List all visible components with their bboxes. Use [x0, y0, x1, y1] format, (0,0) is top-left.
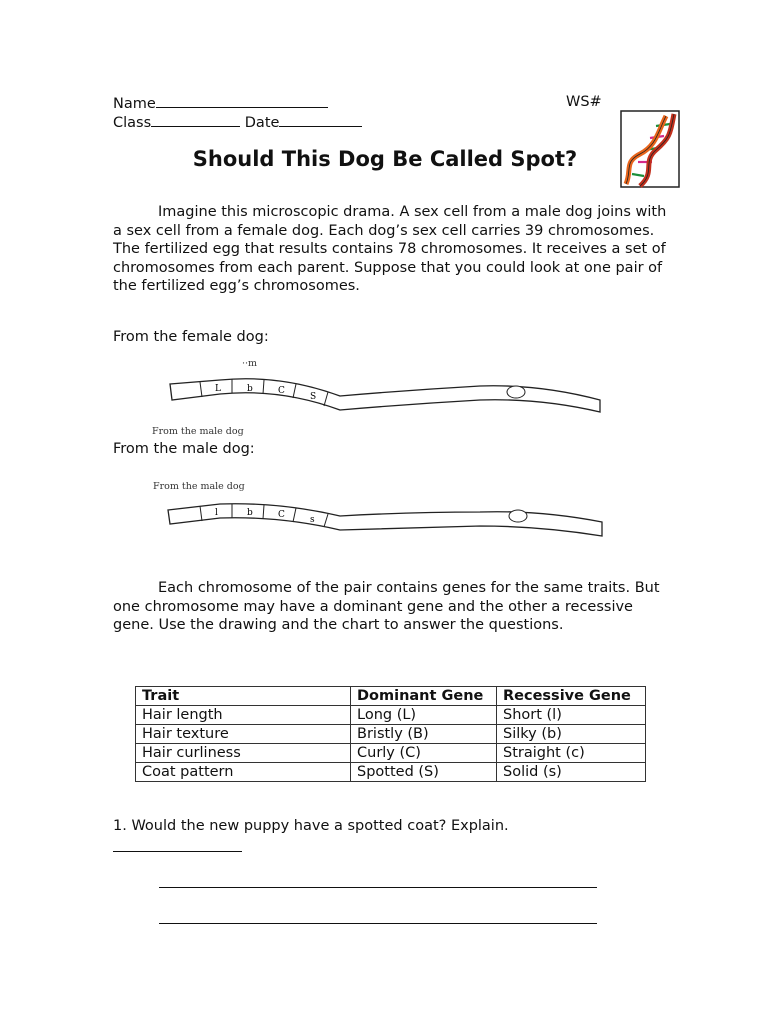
table-header: Recessive Gene: [497, 687, 646, 706]
female-label: From the female dog:: [113, 329, 269, 345]
table-header-row: [136, 687, 646, 706]
intro-paragraph: Imagine this microscopic drama. A sex cell from a male dog joins with a sex cell from a female dog. Each dog’s sex cell carries 39 chromosomes. The fertilized egg that results contains 78 chromosomes. It receives a set of chromosomes from each parent. Suppose that you could look at one pair of the fertilized egg’s chromosomes.: [113, 204, 667, 294]
female-gene-4: S: [310, 392, 317, 402]
name-label: Name: [113, 96, 156, 112]
answer-line-short[interactable]: [113, 851, 242, 852]
answer-line[interactable]: [159, 887, 597, 888]
scan-label-male: From the male dog: [153, 481, 245, 492]
scan-label-female: From the male dog: [152, 426, 244, 437]
table-cell: Straight (c): [497, 744, 646, 763]
table-cell: Solid (s): [497, 763, 646, 782]
male-gene-1: l: [215, 508, 218, 518]
date-label: Date: [244, 115, 280, 131]
female-gene-1: L: [215, 384, 221, 394]
table-cell: Coat pattern: [136, 763, 351, 782]
page-title: Should This Dog Be Called Spot?: [192, 147, 578, 171]
answer-line[interactable]: [159, 923, 597, 924]
class-row: [113, 113, 362, 131]
female-chromosome: [160, 372, 610, 420]
name-blank[interactable]: [156, 94, 328, 108]
table-cell: Hair length: [136, 706, 351, 725]
table-row: [136, 725, 646, 744]
ws-label: WS#: [566, 94, 602, 110]
scan-fragment-label: ··m: [242, 358, 258, 369]
date-blank[interactable]: [279, 113, 362, 127]
table-row: [136, 706, 646, 725]
female-gene-2: b: [247, 384, 253, 394]
male-chromosome: [160, 496, 610, 544]
table-cell: Long (L): [351, 706, 497, 725]
male-gene-2: b: [247, 508, 253, 518]
table-cell: Hair curliness: [136, 744, 351, 763]
table-row: [136, 744, 646, 763]
male-gene-3: C: [278, 510, 285, 520]
table-cell: Silky (b): [497, 725, 646, 744]
table-cell: Hair texture: [136, 725, 351, 744]
table-cell: Spotted (S): [351, 763, 497, 782]
male-gene-4: s: [310, 515, 315, 525]
table-cell: Short (l): [497, 706, 646, 725]
table-header: Dominant Gene: [351, 687, 497, 706]
class-blank[interactable]: [151, 113, 240, 127]
trait-table: [135, 686, 646, 782]
name-row: [113, 94, 328, 112]
second-paragraph: Each chromosome of the pair contains genes for the same traits. But one chromosome may have a dominant gene and the other a recessive gene. Use the drawing and the chart to answer the questions.: [113, 580, 660, 633]
question-1: 1. Would the new puppy have a spotted coat? Explain.: [113, 818, 509, 834]
female-gene-3: C: [278, 386, 285, 396]
table-cell: Curly (C): [351, 744, 497, 763]
male-label: From the male dog:: [113, 441, 255, 457]
class-label: Class: [113, 115, 152, 131]
table-row: [136, 763, 646, 782]
table-header: Trait: [136, 687, 351, 706]
table-cell: Bristly (B): [351, 725, 497, 744]
